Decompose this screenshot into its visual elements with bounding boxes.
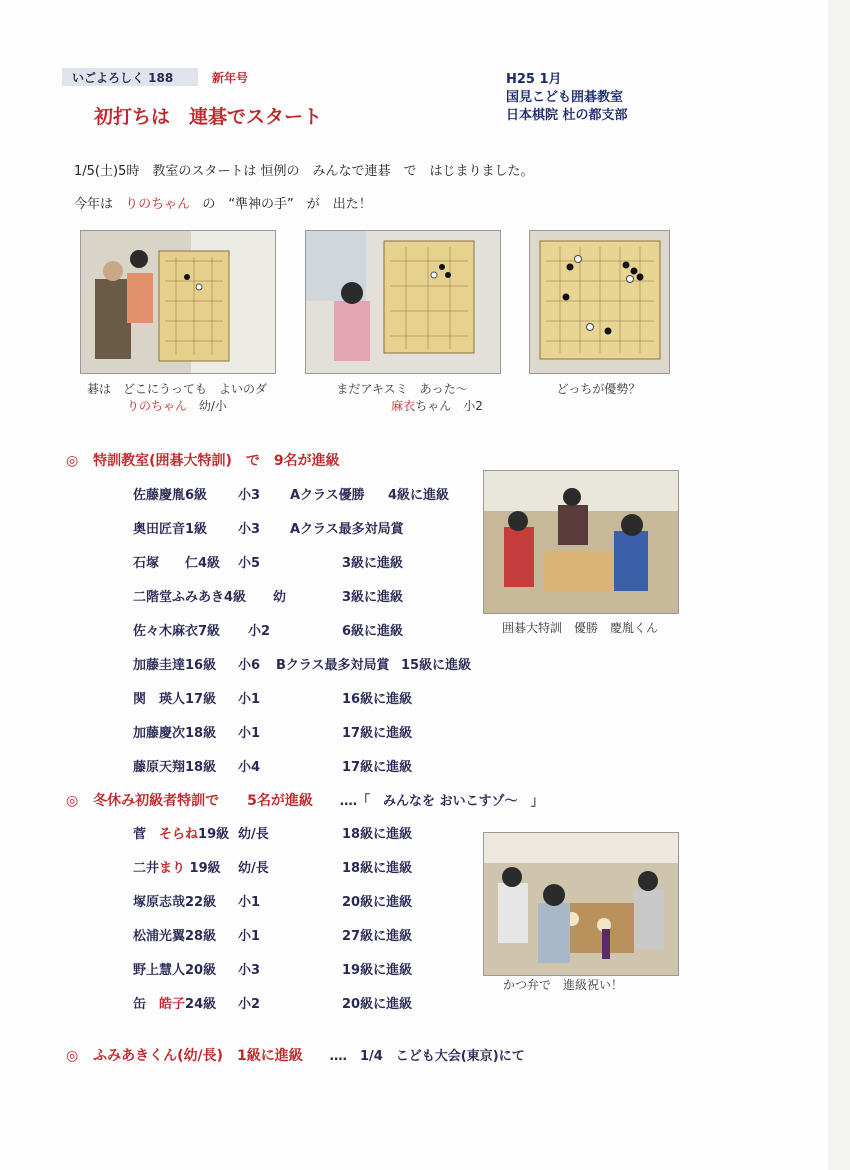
row-result: 17級に進級 (342, 760, 413, 775)
row-result: 27級に進級 (342, 929, 413, 944)
section-2-mark: ◎ (66, 793, 79, 809)
row-result: 18級に進級 (342, 827, 413, 842)
date-label: H25 1月 (506, 72, 562, 87)
row-grade: 小3 (238, 522, 261, 537)
section-2-tagline: ‥‥「 みんなを おいこすゾ～ 」 (339, 794, 544, 809)
page-title: 初打ちは 連碁でスタート (94, 106, 323, 128)
row-result: 4級に進級 (388, 488, 450, 503)
photo-tournament-image (484, 471, 678, 613)
photo-celebration-image (484, 833, 678, 975)
row-grade: 小2 (238, 997, 261, 1012)
row-name-post: 19級 (185, 861, 221, 876)
section-2-title: 冬休み初級者特訓で 5名が進級 (93, 793, 313, 809)
photo-caption-2-rest: ちゃん 小2 (415, 399, 483, 413)
photo-caption-1-line2 (80, 397, 274, 414)
row-name-red: 皓子 (159, 997, 186, 1012)
row-grade: 小6 (238, 658, 261, 673)
row-name-pre: 菅 (133, 827, 147, 842)
row-name: 佐々木麻衣7級 (133, 624, 221, 639)
row-name: 野上慧人20級 (133, 963, 217, 978)
section-3-heading (66, 1045, 525, 1065)
row-name-pre: 二井 (133, 861, 160, 876)
row-grade: 幼/長 (238, 827, 269, 842)
row-grade: 小5 (238, 556, 261, 571)
row-result: 20級に進級 (342, 997, 413, 1012)
row-name (133, 857, 221, 876)
org-name-2: 日本棋院 杜の都支部 (506, 108, 628, 123)
row-grade: 幼 (273, 590, 287, 605)
row-name: 関 瑛人17級 (133, 692, 217, 707)
row-name: 石塚 仁4級 (133, 556, 221, 571)
photo-caption-2-line1: まだアキスミ あった～ (336, 382, 468, 396)
photo-board-closeup (529, 230, 670, 374)
issue-label: 新年号 (212, 71, 249, 85)
intro-line-2-post: の “準神の手” が 出た！ (202, 197, 372, 212)
row-name: 奥田匠音1級 (133, 522, 208, 537)
row-result: 17級に進級 (342, 726, 413, 741)
photo-caption-3: どっちが優勢？ (556, 382, 641, 396)
row-name-red: そらね (159, 827, 199, 842)
row-grade: 小4 (238, 760, 261, 775)
row-name: 佐藤慶胤6級 (133, 488, 208, 503)
row-name-pre: 缶 (133, 997, 147, 1012)
photo-board-closeup-image (530, 231, 669, 373)
row-result: 6級に進級 (342, 624, 404, 639)
photo-caption-2-name: 麻衣 (391, 399, 416, 413)
row-grade: 小2 (248, 624, 271, 639)
row-result: 16級に進級 (342, 692, 413, 707)
photo-tournament (483, 470, 679, 614)
photo-caption-1-name: りのちゃん (127, 399, 188, 413)
row-name-post: 19級 (198, 827, 230, 842)
row-name (133, 993, 216, 1012)
row-name-red: まり (159, 861, 186, 876)
photo-caption-1-rest: 幼/小 (198, 399, 227, 413)
row-name (133, 823, 229, 842)
page-edge (828, 0, 850, 1170)
row-name: 二階堂ふみあき4級 (133, 590, 247, 605)
row-name: 塚原志哉22級 (133, 895, 217, 910)
photo-tournament-caption: 囲碁大特訓 優勝 慶胤くん (501, 621, 658, 635)
section-3-tail: ‥‥ 1/4 こども大会(東京)にて (329, 1049, 525, 1064)
row-grade: 小3 (238, 963, 261, 978)
row-name: 松浦光翼28級 (133, 929, 217, 944)
photo-caption-2 (305, 380, 499, 414)
row-name-post: 24級 (185, 997, 217, 1012)
row-grade: 小1 (238, 895, 261, 910)
intro-line-2 (74, 193, 372, 212)
row-result: 18級に進級 (342, 861, 413, 876)
row-grade: 小3 (238, 488, 261, 503)
row-result: 19級に進級 (342, 963, 413, 978)
section-1-heading (66, 450, 340, 470)
photo-renki-1 (80, 230, 276, 374)
row-grade: 小1 (238, 929, 261, 944)
photo-caption-1-line1: 碁は どこにうっても よいのダ (86, 382, 267, 396)
photo-celebration (483, 832, 679, 976)
org-name-1: 国見こども囲碁教室 (506, 90, 624, 105)
row-name: 藤原天翔18級 (133, 760, 217, 775)
photo-renki-2-image (306, 231, 500, 373)
row-grade: 小1 (238, 726, 261, 741)
row-grade: 小1 (238, 692, 261, 707)
row-note: Aクラス優勝 (290, 488, 365, 503)
photo-caption-2-line2 (305, 397, 499, 414)
section-3-title: ふみあきくん(幼/長) 1級に進級 (93, 1048, 303, 1064)
row-name: 加藤慶次18級 (133, 726, 217, 741)
section-1-title: 特訓教室(囲碁大特訓) で 9名が進級 (93, 453, 340, 469)
row-result: 3級に進級 (342, 590, 404, 605)
section-3-mark: ◎ (66, 1048, 79, 1064)
row-note: Bクラス最多対局賞 (276, 658, 390, 673)
series-label: いごよろしく 188 (72, 71, 174, 85)
row-result: 20級に進級 (342, 895, 413, 910)
photo-renki-1-image (81, 231, 275, 373)
intro-line-2-name: りのちゃん (125, 197, 191, 212)
row-result: 15級に進級 (401, 658, 472, 673)
photo-celebration-caption: かつ弁で 進級祝い！ (502, 978, 623, 992)
row-result: 3級に進級 (342, 556, 404, 571)
section-2-heading (66, 790, 544, 810)
section-1-mark: ◎ (66, 453, 79, 469)
photo-caption-1 (80, 380, 274, 414)
intro-line-1: 1/5(土)5時 教室のスタートは 恒例の みんなで連碁 で はじまりました。 (74, 164, 534, 179)
row-name: 加藤圭達16級 (133, 658, 217, 673)
intro-line-2-pre: 今年は (74, 197, 114, 212)
row-note: Aクラス最多対局賞 (290, 522, 404, 537)
row-grade: 幼/長 (238, 861, 269, 876)
photo-renki-2 (305, 230, 501, 374)
